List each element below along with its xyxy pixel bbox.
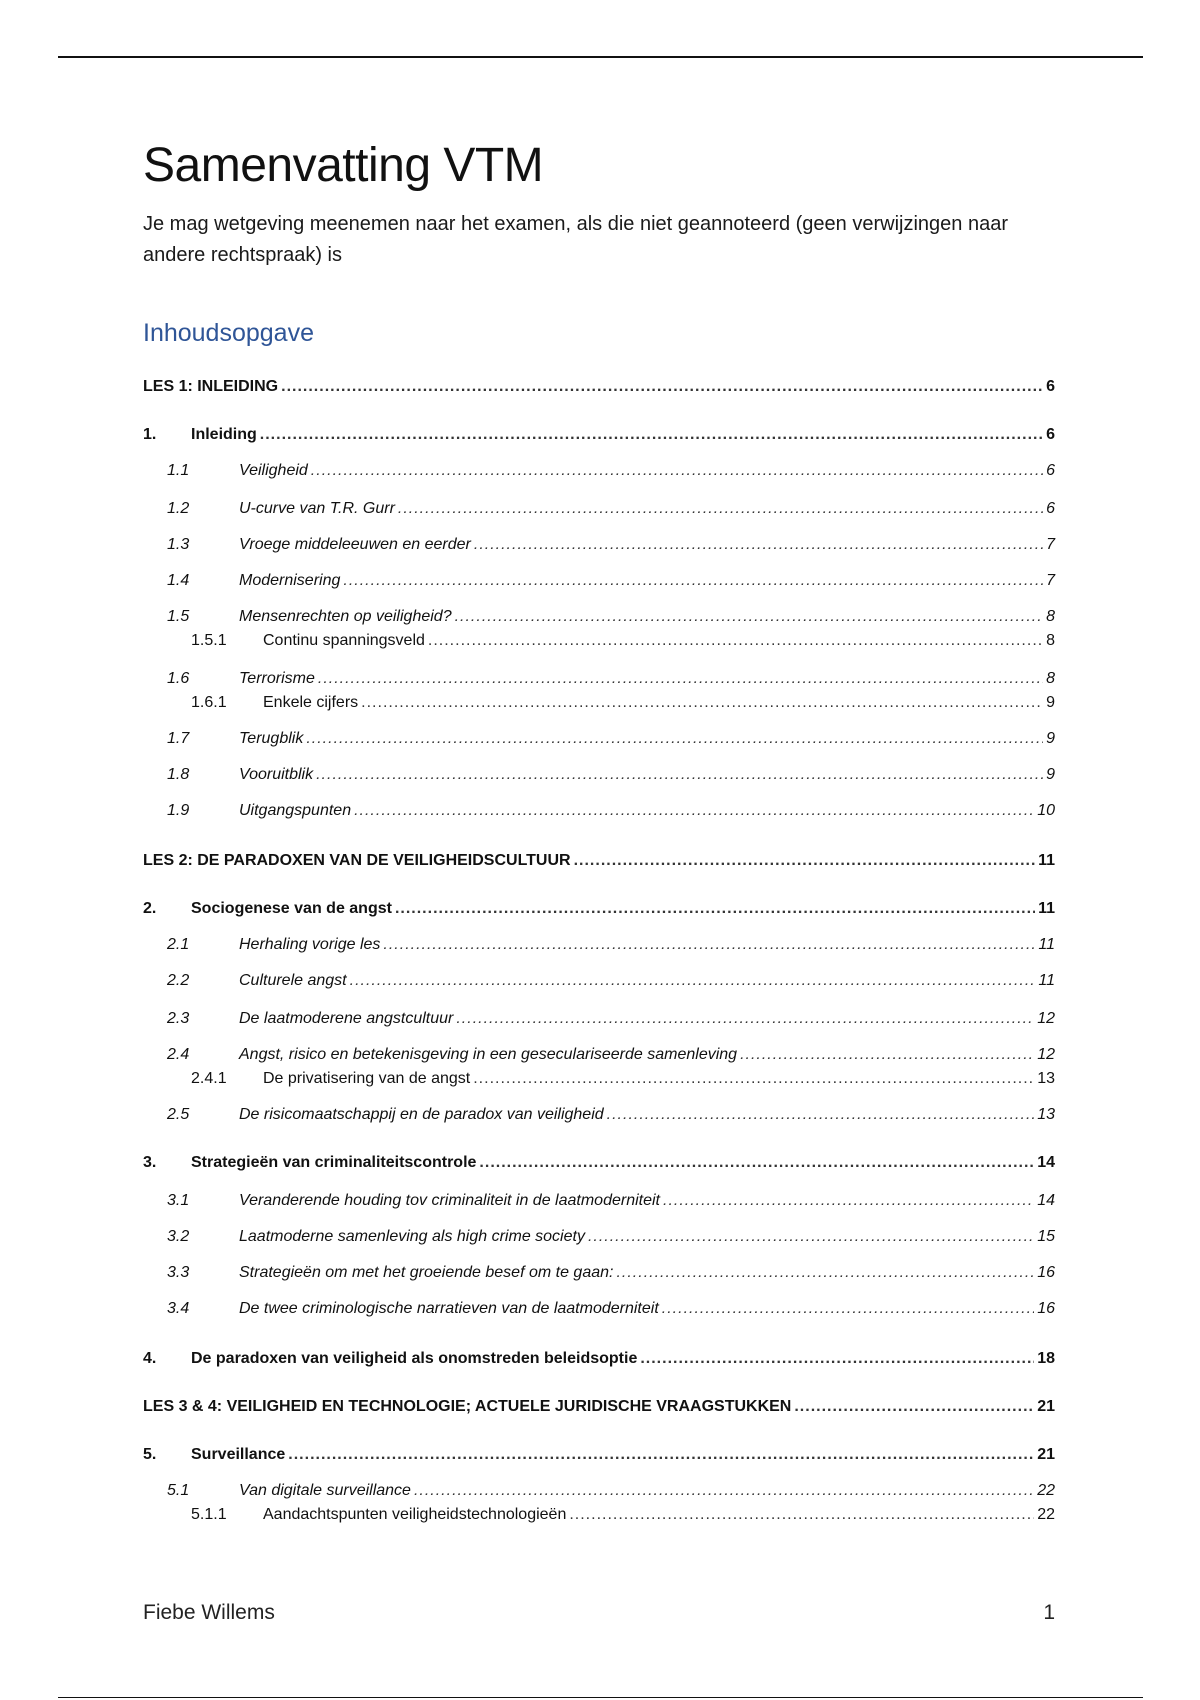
toc-entry-number: 1.6.1: [191, 693, 227, 711]
toc-entry-label: Continu spanningsveld: [263, 631, 425, 649]
toc-entry[interactable]: [143, 1010, 1055, 1028]
toc-dot-leader: [354, 802, 1034, 820]
toc-entry[interactable]: [143, 670, 1055, 688]
toc-entry[interactable]: [143, 936, 1055, 954]
toc-entry-label: Vooruitblik: [239, 765, 314, 783]
toc-entry[interactable]: [143, 1398, 1055, 1416]
toc-dot-leader: [456, 1010, 1034, 1028]
footer-page-number: 1: [1043, 1601, 1055, 1624]
toc-entry[interactable]: [143, 1154, 1055, 1172]
toc-dot-leader: [343, 572, 1043, 590]
toc-dot-leader: [288, 1446, 1034, 1464]
toc-entry-page: 9: [1046, 765, 1055, 783]
toc-entry[interactable]: [143, 1300, 1055, 1318]
toc-entry-number: 4.: [143, 1349, 157, 1367]
toc-dot-leader: [428, 632, 1043, 650]
document-subtitle: Je mag wetgeving meenemen naar het examen, als die niet geannoteerd (geen verwijzingen naar andere rechtspraak) is: [143, 212, 1008, 266]
toc-entry-label: Terrorisme: [239, 669, 315, 687]
toc-entry-label: Herhaling vorige les: [239, 935, 381, 953]
toc-entry-number: 1.: [143, 425, 157, 443]
toc-entry-number: 1.5.1: [191, 631, 227, 649]
document-title: Samenvatting VTM: [143, 139, 544, 192]
toc-entry[interactable]: [143, 1446, 1055, 1464]
toc-dot-leader: [361, 694, 1043, 712]
toc-entry-label: Sociogenese van de angst: [191, 899, 392, 917]
toc-entry[interactable]: [143, 1046, 1055, 1064]
footer-author: Fiebe Willems: [143, 1601, 275, 1624]
toc-entry-label: De risicomaatschappij en de paradox van veiligheid: [239, 1105, 604, 1123]
toc-entry[interactable]: [143, 1106, 1055, 1124]
toc-entry-label: Surveillance: [191, 1445, 286, 1463]
toc-entry-page: 14: [1037, 1191, 1055, 1209]
toc-dot-leader: [316, 766, 1043, 784]
toc-dot-leader: [414, 1482, 1034, 1500]
toc-entry-label: Veranderende houding tov criminaliteit in de laatmoderniteit: [239, 1191, 660, 1209]
toc-heading: Inhoudsopgave: [143, 318, 314, 347]
toc-entry-label: Strategieën van criminaliteitscontrole: [191, 1153, 477, 1171]
toc-entry-label: Laatmoderne samenleving als high crime society: [239, 1227, 585, 1245]
toc-entry-page: 18: [1037, 1349, 1055, 1367]
toc-entry-number: 2.3: [167, 1009, 190, 1027]
toc-entry-page: 11: [1038, 899, 1055, 917]
toc-dot-leader: [740, 1046, 1034, 1064]
toc-entry-label: Veiligheid: [239, 461, 308, 479]
toc-entry[interactable]: [143, 462, 1055, 480]
toc-dot-leader: [574, 852, 1035, 870]
toc-entry-page: 6: [1046, 461, 1055, 479]
toc-dot-leader: [474, 536, 1043, 554]
toc-entry[interactable]: [143, 378, 1055, 396]
toc-entry-number: 1.4: [167, 571, 190, 589]
toc-entry-page: 15: [1037, 1227, 1055, 1245]
toc-dot-leader: [640, 1350, 1034, 1368]
toc-entry-label: Mensenrechten op veiligheid?: [239, 607, 452, 625]
toc-entry-page: 21: [1037, 1397, 1055, 1415]
toc-dot-leader: [569, 1506, 1034, 1524]
toc-entry-number: 1.1: [167, 461, 190, 479]
toc-entry-page: 22: [1037, 1481, 1055, 1499]
toc-entry-number: 3.: [143, 1153, 157, 1171]
toc-entry-label: Angst, risico en betekenisgeving in een geseculariseerde samenleving: [239, 1045, 738, 1063]
toc-entry-page: 12: [1037, 1009, 1055, 1027]
toc-entry[interactable]: [143, 694, 1055, 712]
toc-entry-number: 3.3: [167, 1263, 190, 1281]
toc-entry[interactable]: [143, 766, 1055, 784]
toc-entry-page: 8: [1046, 607, 1055, 625]
toc-dot-leader: [616, 1264, 1034, 1282]
toc-entry-label: Terugblik: [239, 729, 304, 747]
toc-entry-number: 1.2: [167, 499, 190, 517]
toc-entry-number: 1.9: [167, 801, 190, 819]
toc-entry-label: Culturele angst: [239, 971, 347, 989]
toc-entry[interactable]: [143, 900, 1055, 918]
toc-dot-leader: [318, 670, 1043, 688]
toc-entry-page: 11: [1038, 851, 1055, 869]
toc-dot-leader: [350, 972, 1036, 990]
toc-dot-leader: [395, 900, 1035, 918]
toc-entry-label: Van digitale surveillance: [239, 1481, 411, 1499]
toc-entry-number: 2.1: [167, 935, 190, 953]
toc-entry-label: Uitgangspunten: [239, 801, 352, 819]
toc-entry[interactable]: [143, 1350, 1055, 1368]
toc-entry[interactable]: [143, 1070, 1055, 1088]
toc-dot-leader: [473, 1070, 1034, 1088]
toc-entry-number: 3.2: [167, 1227, 190, 1245]
toc-entry-page: 11: [1038, 971, 1055, 989]
toc-entry-number: 3.1: [167, 1191, 190, 1209]
toc-entry-page: 13: [1037, 1105, 1055, 1123]
toc-entry-page: 9: [1046, 729, 1055, 747]
toc-entry-page: 21: [1037, 1445, 1055, 1463]
toc-entry[interactable]: [143, 1192, 1055, 1210]
toc-entry-page: 11: [1038, 935, 1055, 953]
toc-dot-leader: [383, 936, 1035, 954]
toc-entry-number: 5.1.1: [191, 1505, 227, 1523]
toc-entry[interactable]: [143, 972, 1055, 990]
toc-entry[interactable]: [143, 1482, 1055, 1500]
toc-entry[interactable]: [143, 536, 1055, 554]
toc-dot-leader: [588, 1228, 1034, 1246]
toc-dot-leader: [607, 1106, 1035, 1124]
toc-dot-leader: [479, 1154, 1034, 1172]
toc-entry-page: 12: [1037, 1045, 1055, 1063]
toc-entry[interactable]: [143, 500, 1055, 518]
toc-entry[interactable]: [143, 1228, 1055, 1246]
toc-dot-leader: [663, 1192, 1034, 1210]
toc-entry-page: 6: [1046, 425, 1055, 443]
toc-entry-number: 5.: [143, 1445, 157, 1463]
toc-entry-number: 2.5: [167, 1105, 190, 1123]
toc-entry-number: 2.4: [167, 1045, 190, 1063]
toc-entry-number: 2.: [143, 899, 157, 917]
toc-entry-page: 8: [1046, 631, 1055, 649]
toc-entry-label: U-curve van T.R. Gurr: [239, 499, 395, 517]
page-footer: [143, 1601, 1055, 1625]
toc-dot-leader: [311, 462, 1043, 480]
toc-entry-label: De privatisering van de angst: [263, 1069, 471, 1087]
toc-entry-number: 2.4.1: [191, 1069, 227, 1087]
toc-entry[interactable]: [143, 426, 1055, 444]
toc-entry[interactable]: [143, 1264, 1055, 1282]
toc-entry-page: 10: [1037, 801, 1055, 819]
toc-entry-page: 22: [1037, 1505, 1055, 1523]
toc-entry-number: 1.5: [167, 607, 190, 625]
toc-entry-page: 14: [1037, 1153, 1055, 1171]
toc-entry-label: LES 2: DE PARADOXEN VAN DE VEILIGHEIDSCULTUUR: [143, 851, 571, 869]
toc-entry-number: 2.2: [167, 971, 190, 989]
toc-dot-leader: [662, 1300, 1034, 1318]
toc-dot-leader: [794, 1398, 1034, 1416]
toc-entry-label: LES 3 & 4: VEILIGHEID EN TECHNOLOGIE; ACTUELE JURIDISCHE VRAAGSTUKKEN: [143, 1397, 792, 1415]
header-rule: [58, 56, 1143, 58]
toc-entry-number: 3.4: [167, 1299, 190, 1317]
table-of-contents: [143, 378, 1055, 1528]
toc-entry-label: De laatmoderene angstcultuur: [239, 1009, 454, 1027]
toc-entry-page: 6: [1046, 499, 1055, 517]
toc-entry[interactable]: [143, 572, 1055, 590]
toc-entry[interactable]: [143, 802, 1055, 820]
toc-entry-page: 7: [1046, 571, 1055, 589]
toc-dot-leader: [306, 730, 1043, 748]
toc-entry[interactable]: [143, 1506, 1055, 1524]
toc-entry-page: 9: [1046, 693, 1055, 711]
toc-dot-leader: [398, 500, 1043, 518]
toc-dot-leader: [281, 378, 1043, 396]
toc-entry[interactable]: [143, 730, 1055, 748]
toc-entry-page: 16: [1037, 1299, 1055, 1317]
toc-entry-number: 1.7: [167, 729, 190, 747]
toc-entry[interactable]: [143, 852, 1055, 870]
toc-entry-page: 16: [1037, 1263, 1055, 1281]
toc-entry-page: 13: [1037, 1069, 1055, 1087]
toc-entry-number: 5.1: [167, 1481, 190, 1499]
toc-entry[interactable]: [143, 608, 1055, 626]
toc-entry-label: Modernisering: [239, 571, 341, 589]
page-content: [143, 140, 1055, 1528]
toc-entry-label: Inleiding: [191, 425, 257, 443]
toc-entry-label: Strategieën om met het groeiende besef om te gaan:: [239, 1263, 614, 1281]
toc-entry-page: 6: [1046, 377, 1055, 395]
toc-entry[interactable]: [143, 632, 1055, 650]
footer-rule: [58, 1697, 1143, 1698]
toc-entry-page: 7: [1046, 535, 1055, 553]
toc-entry-number: 1.6: [167, 669, 190, 687]
toc-entry-number: 1.3: [167, 535, 190, 553]
toc-dot-leader: [260, 426, 1043, 444]
toc-entry-label: De paradoxen van veiligheid als onomstreden beleidsoptie: [191, 1349, 638, 1367]
toc-entry-label: Vroege middeleeuwen en eerder: [239, 535, 471, 553]
toc-entry-label: Aandachtspunten veiligheidstechnologieën: [263, 1505, 567, 1523]
toc-dot-leader: [455, 608, 1044, 626]
toc-entry-label: LES 1: INLEIDING: [143, 377, 279, 395]
toc-entry-label: Enkele cijfers: [263, 693, 359, 711]
toc-entry-number: 1.8: [167, 765, 190, 783]
toc-entry-label: De twee criminologische narratieven van de laatmoderniteit: [239, 1299, 659, 1317]
toc-entry-page: 8: [1046, 669, 1055, 687]
